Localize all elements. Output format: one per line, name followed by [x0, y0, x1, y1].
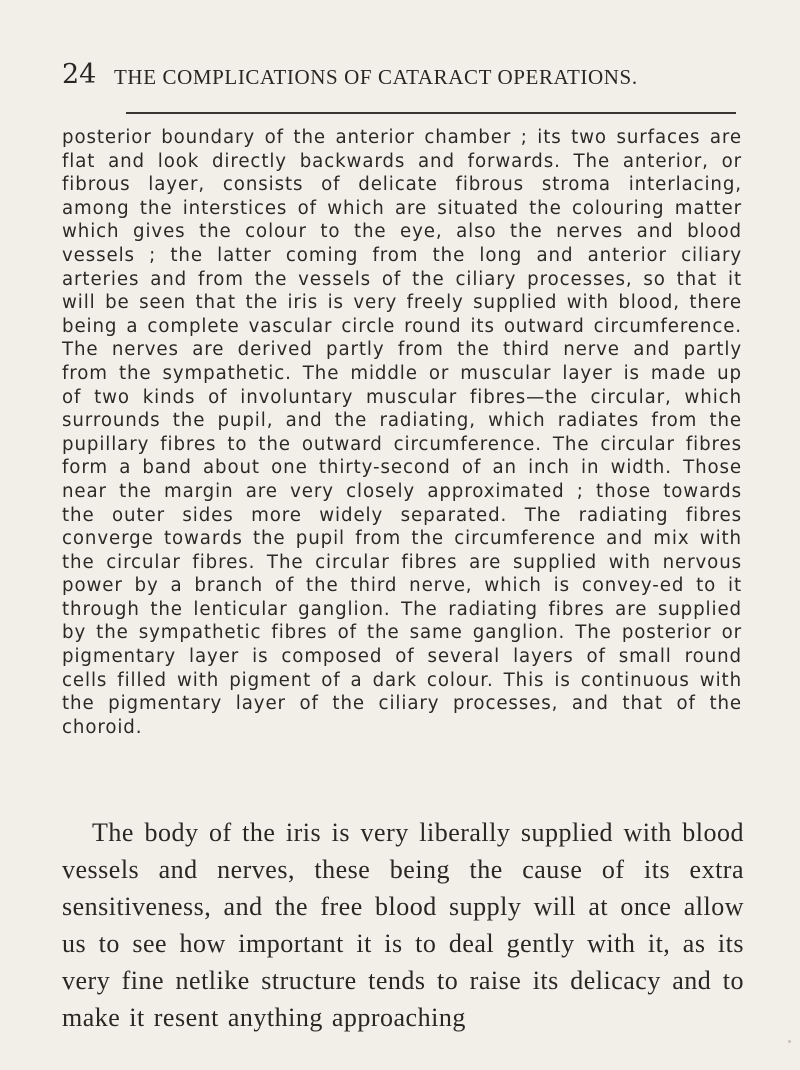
page-number: 24 [62, 59, 97, 90]
body-paragraph-1: posterior boundary of the anterior chamber ; its two surfaces are flat and look directly backwards and forwards. The anterior, or fibrous layer, consists of delicate fibrous stroma interlacing, among the interstices of which are situated the colouring matter which gives the colour to the eye, also the nerves and blood vessels ; the latter coming from the long and anterior ciliary arteries and from the vessels of the ciliary processes, so that it will be seen that the iris is very freely supplied with blood, there being a complete vascular circle round its outward circumference. The nerves are derived partly from the third nerve and partly from the sympathetic. The middle or muscular layer is made up of two kinds of involuntary muscular fibres—the circular, which surrounds the pupil, and the radiating, which radiates from the pupillary fibres to the outward circumference. The circular fibres form a band about one thirty-second of an inch in width. Those near the margin are very closely approximated ; those towards the outer sides more widely separated. The radiating fibres converge towards the pupil from the circumference and mix with the circular fibres. The circular fibres are supplied with nervous power by a branch of the third nerve, which is convey-ed to it through the lenticular ganglion. The radiating fibres are supplied by the sympathetic fibres of the same ganglion. The posterior or pigmentary layer is composed of several layers of small round cells filled with pigment of a dark colour. This is continuous with the pigmentary layer of the ciliary processes, and that of the choroid. [62, 127, 742, 738]
header-rule [126, 112, 736, 114]
paper-speck [788, 1040, 791, 1043]
page-header [62, 58, 742, 98]
body-paragraph-2: The body of the iris is very liberally supplied with blood vessels and nerves, these being the cause of its extra sensitiveness, and the free blood supply will at once allow us to see how important it is to deal gently with it, as its very fine netlike structure tends to raise its delicacy and to make it resent anything approaching [62, 818, 744, 1032]
running-title: THE COMPLICATIONS OF CATARACT OPERATIONS. [114, 65, 638, 89]
